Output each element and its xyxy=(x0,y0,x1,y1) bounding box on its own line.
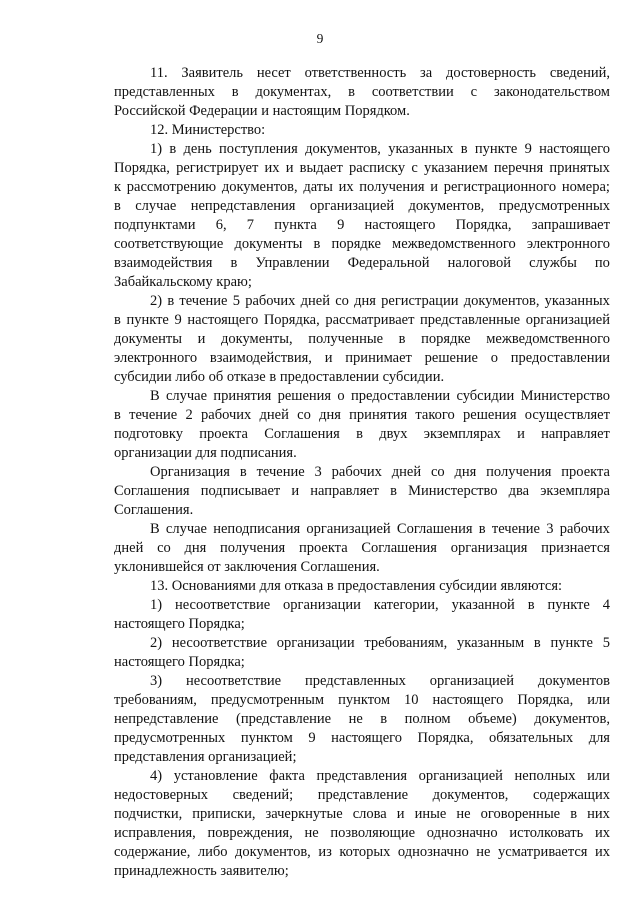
page-number: 9 xyxy=(316,31,324,46)
text-line: содержание, либо документов, из которых однозначно не усматривается их xyxy=(114,844,610,860)
text-line: 13. Основаниями для отказа в предоставления субсидии являются: xyxy=(150,578,563,594)
text-line: Организация в течение 3 рабочих дней со дня получения проекта xyxy=(150,464,610,480)
text-line: 11. Заявитель несет ответственность за достоверность сведений, xyxy=(150,65,610,81)
text-line: дней со дня получения проекта Соглашения организация признается xyxy=(114,540,610,556)
document-body xyxy=(114,64,610,881)
text-line: 2) в течение 5 рабочих дней со дня регистрации документов, указанных xyxy=(150,293,610,309)
text-line: 3) несоответствие представленных организацией документов xyxy=(150,673,610,689)
text-line: к рассмотрению документов, даты их получения и регистрационного номера; xyxy=(114,179,610,195)
text-line: документы и документы, полученные в порядке межведомственного xyxy=(114,331,610,347)
text-line: 1) в день поступления документов, указанных в пункте 9 настоящего xyxy=(150,141,610,157)
text-line: представленных в документах, в соответствии с законодательством xyxy=(114,84,610,100)
text-line: подчистки, приписки, зачеркнутые слова и иные не оговоренные в них xyxy=(114,806,610,822)
text-line: соответствующие документы в порядке межведомственного электронного xyxy=(114,236,610,252)
text-line: Российской Федерации и настоящим Порядком. xyxy=(114,103,410,119)
text-line: непредставление (представление не в полном объеме) документов, xyxy=(114,711,610,727)
text-line: В случае неподписания организацией Соглашения в течение 3 рабочих xyxy=(150,521,610,537)
text-line: в случае непредставления организацией документов, предусмотренных xyxy=(114,198,610,214)
text-line: В случае принятия решения о предоставлении субсидии Министерство xyxy=(150,388,610,404)
text-line: настоящего Порядка; xyxy=(114,616,245,632)
text-line: Соглашения подписывает и направляет в Министерство два экземпляра xyxy=(114,483,610,499)
text-line: подготовку проекта Соглашения в двух экземплярах и направляет xyxy=(114,426,610,442)
text-line: недостоверных сведений; представление документов, содержащих xyxy=(114,787,610,803)
text-line: представления организацией; xyxy=(114,749,297,765)
text-line: электронного взаимодействия, и принимает решение о предоставлении xyxy=(114,350,610,366)
text-line: требованиям, предусмотренным пунктом 10 настоящего Порядка, или xyxy=(114,692,610,708)
text-line: уклонившейся от заключения Соглашения. xyxy=(114,559,380,575)
text-line: Соглашения. xyxy=(114,502,194,518)
text-line: Забайкальскому краю; xyxy=(114,274,252,290)
text-line: в течение 2 рабочих дней со дня принятия такого решения осуществляет xyxy=(114,407,610,423)
text-line: исправления, повреждения, не позволяющие однозначно истолковать их xyxy=(114,825,610,841)
text-line: Порядка, регистрирует их и выдает расписку с указанием перечня принятых xyxy=(114,160,610,176)
text-line: субсидии либо об отказе в предоставлении субсидии. xyxy=(114,369,445,385)
text-line: принадлежность заявителю; xyxy=(114,863,289,879)
text-line: 1) несоответствие организации категории, указанной в пункте 4 xyxy=(150,597,610,613)
text-line: организации для подписания. xyxy=(114,445,297,461)
text-line: 4) установление факта представления организацией неполных или xyxy=(150,768,610,784)
text-line: предусмотренных пунктом 9 настоящего Порядка, обязательных для xyxy=(114,730,610,746)
text-line: 2) несоответствие организации требованиям, указанным в пункте 5 xyxy=(150,635,610,651)
text-line: подпунктами 6, 7 пункта 9 настоящего Порядка, запрашивает xyxy=(114,217,610,233)
text-line: настоящего Порядка; xyxy=(114,654,245,670)
text-line: взаимодействия в Управлении Федеральной налоговой службы по xyxy=(114,255,610,271)
text-line: в пункте 9 настоящего Порядка, рассматривает представленные организацией xyxy=(114,312,610,328)
text-line: 12. Министерство: xyxy=(150,122,266,138)
